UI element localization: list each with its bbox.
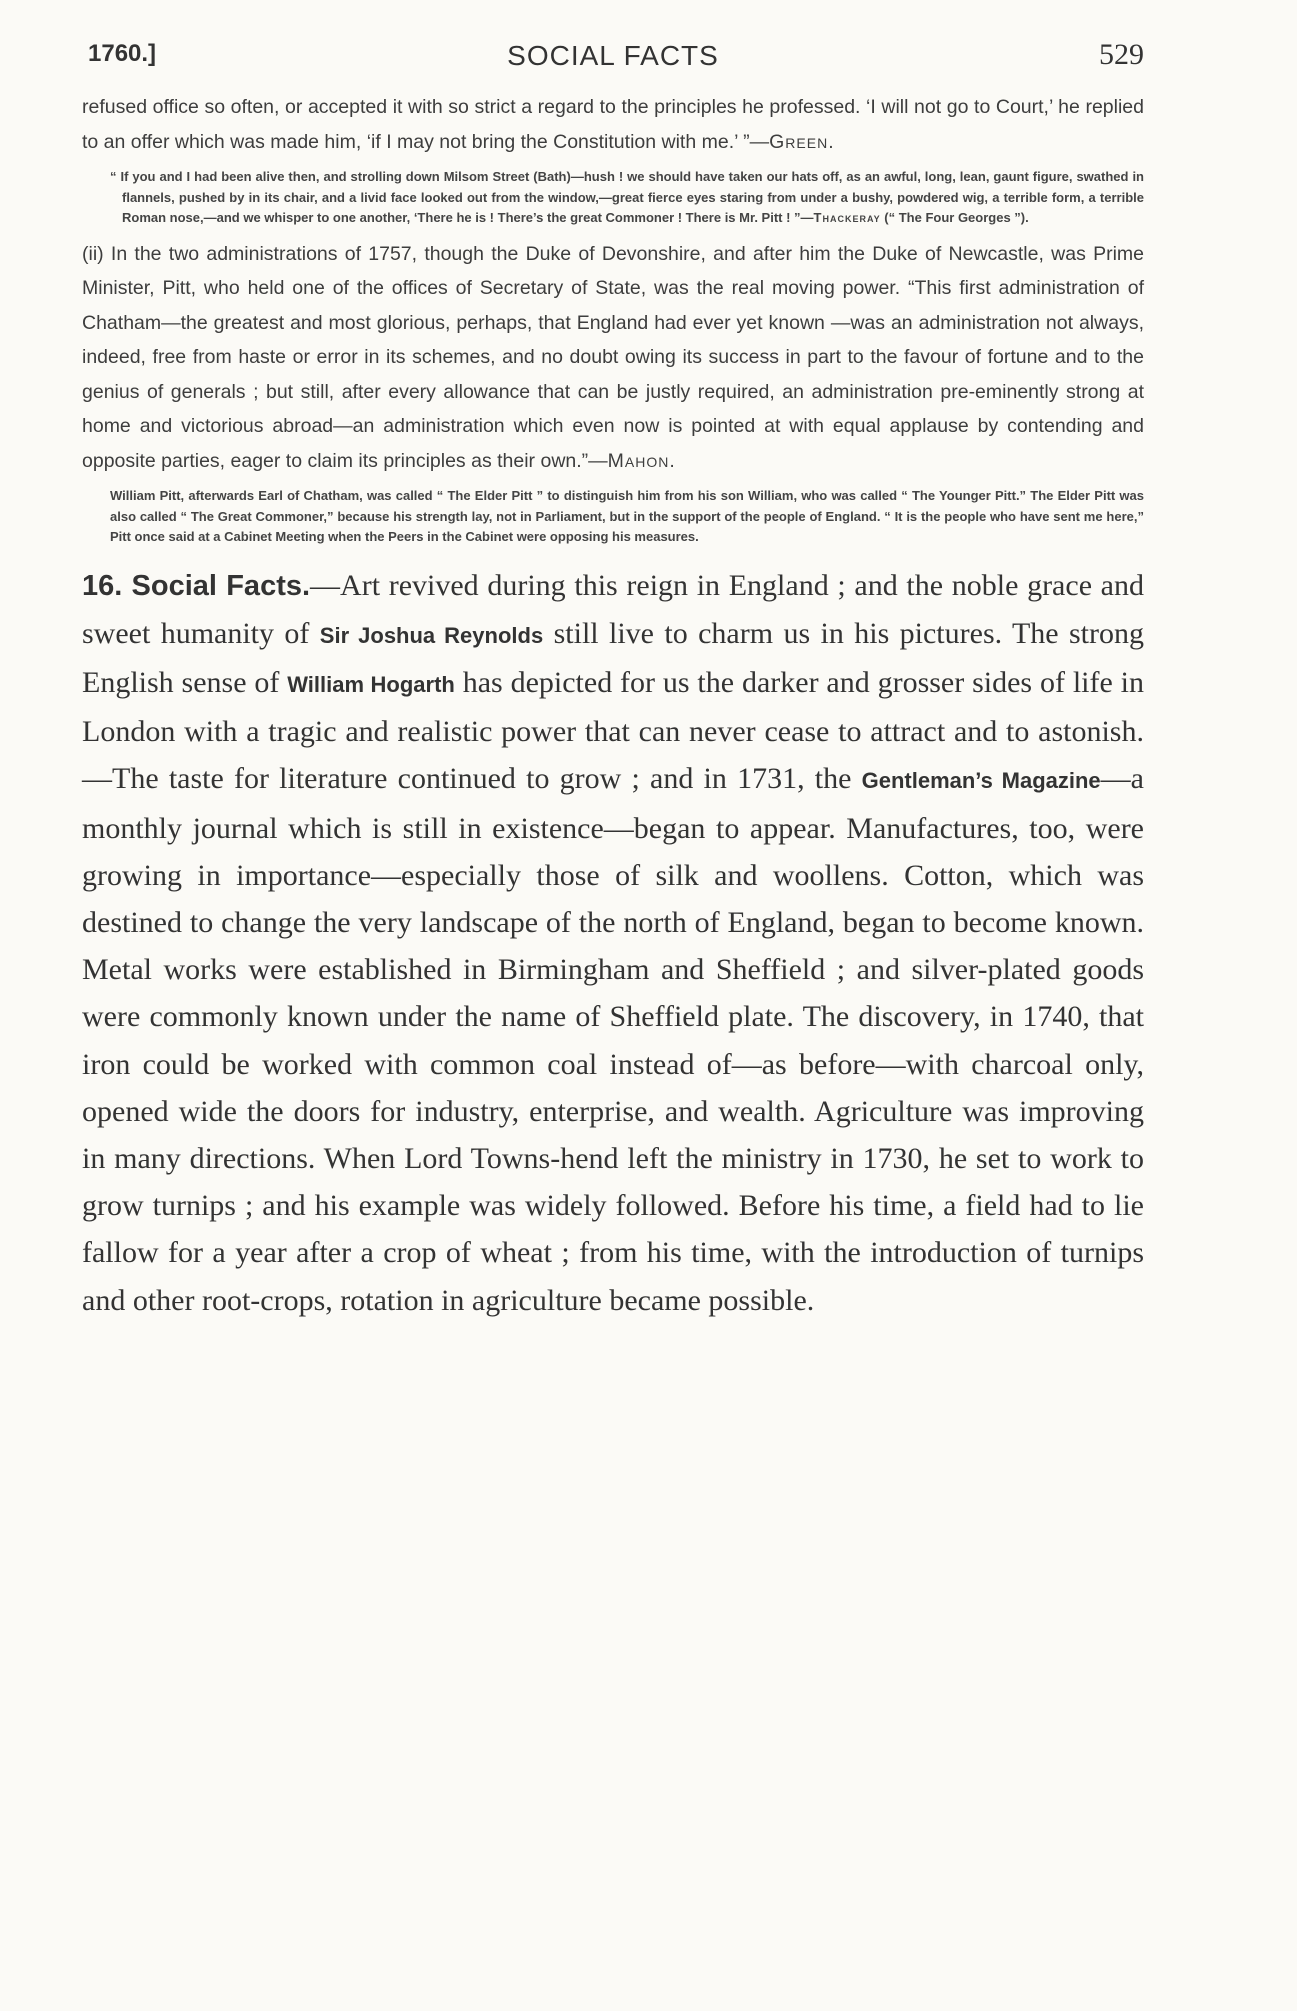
- running-head-year: 1760.]: [88, 40, 157, 67]
- name-hogarth: William Hogarth: [287, 671, 455, 697]
- book-page: [82, 30, 1144, 1324]
- running-head-title: SOCIAL FACTS: [507, 40, 719, 71]
- paragraph-administrations: [82, 237, 1144, 479]
- section-text-4: —a monthly journal which is still in existence—began to appear. Manufactures, too, were growing in importance—especially those of silk and woollens. Cotton, which was destined to change the very landscape of the north of England, began to become known. Metal works were established in Birmingham and Sheffield ; and silver-plated goods were commonly known under the name of Sheffield plate. The discovery, in 1740, that iron could be worked with common coal instead of—as before—with charcoal only, opened wide the doors for industry, enterprise, and wealth. Agriculture was improving in many directions. When Lord Towns-hend left the ministry in 1730, he set to work to grow turnips ; and his example was widely followed. Before his time, a field had to lie fallow for a year after a crop of wheat ; from his time, with the introduction of turnips and other root-crops, rotation in agriculture became possible.: [82, 762, 1144, 1317]
- paragraph-green-quote: [82, 90, 1144, 159]
- page-number: 529: [1099, 38, 1144, 71]
- note-pitt: William Pitt, afterwards Earl of Chatham, was called “ The Elder Pitt ” to distinguish him from his son William, who was called “ The Younger Pitt.” The Elder Pitt was also called “ The Great Commoner,” because his strength lay, not in Parliament, but in the support of the people of England. “ It is the people who have sent me here,” Pitt once said at a Cabinet Meeting when the Peers in the Cabinet were opposing his measures.: [110, 488, 1144, 544]
- citation-green: Green.: [769, 130, 835, 153]
- thackeray-quote: [82, 167, 1144, 229]
- section-16-social-facts: [82, 562, 1144, 1324]
- citation-thackeray-work: (“ The Four Georges ”).: [880, 210, 1029, 225]
- name-reynolds: Sir Joshua Reynolds: [319, 622, 544, 648]
- name-gentlemans-magazine: Gentleman’s Magazine: [861, 768, 1101, 794]
- citation-mahon: Mahon.: [607, 449, 676, 472]
- section-text-2: still live to charm us in his pictures. The strong English sense of: [82, 616, 1144, 699]
- paragraph-administrations-text: (ii) In the two administrations of 1757, though the Duke of Devonshire, and after him the Duke of Newcastle, was Prime Minister, Pitt, who held one of the offices of Secretary of State, was the real moving power. “This first administration of Chatham—the greatest and most glorious, perhaps, that England had ever yet known —was an administration not always, indeed, free from haste or error in its schemes, and no doubt owing its success in part to the favour of fortune and to the genius of generals ; but still, after every allowance that can be justly required, an administration pre-eminently strong at home and victorious abroad—an administration which even now is pointed at with equal applause by contending and opposite parties, eager to claim its principles as their own.”—: [82, 242, 1144, 472]
- running-head: [82, 30, 1144, 90]
- citation-thackeray: Thackeray: [813, 210, 881, 225]
- paragraph-green-text: refused office so often, or accepted it with so strict a regard to the principles he professed. ‘I will not go to Court,’ he replied to an offer which was made him, ‘if I may not bring the Constitution with me.’ ”—: [82, 96, 1144, 153]
- thackeray-quote-text: “ If you and I had been alive then, and strolling down Milsom Street (Bath)—hush ! we should have taken our hats off, as an awful, long, lean, gaunt figure, swathed in flannels, pushed by in its chair, and a livid face looked out from the window,—great fierce eyes staring from under a bushy, powdered wig, a terrible form, a terrible Roman nose,—and we whisper to one another, ‘There he is ! There’s the great Commoner ! There is Mr. Pitt ! ”—: [110, 169, 1144, 225]
- section-text-1: —Art revived during this reign in England ; and the noble grace and sweet humanity of: [82, 568, 1145, 650]
- section-text-3: has depicted for us the darker and grosser sides of life in London with a tragic and realistic power that can never cease to attract and to astonish.—The taste for literature continued to grow ; and in 1731, the: [82, 665, 1144, 796]
- section-heading: 16. Social Facts.: [82, 569, 311, 602]
